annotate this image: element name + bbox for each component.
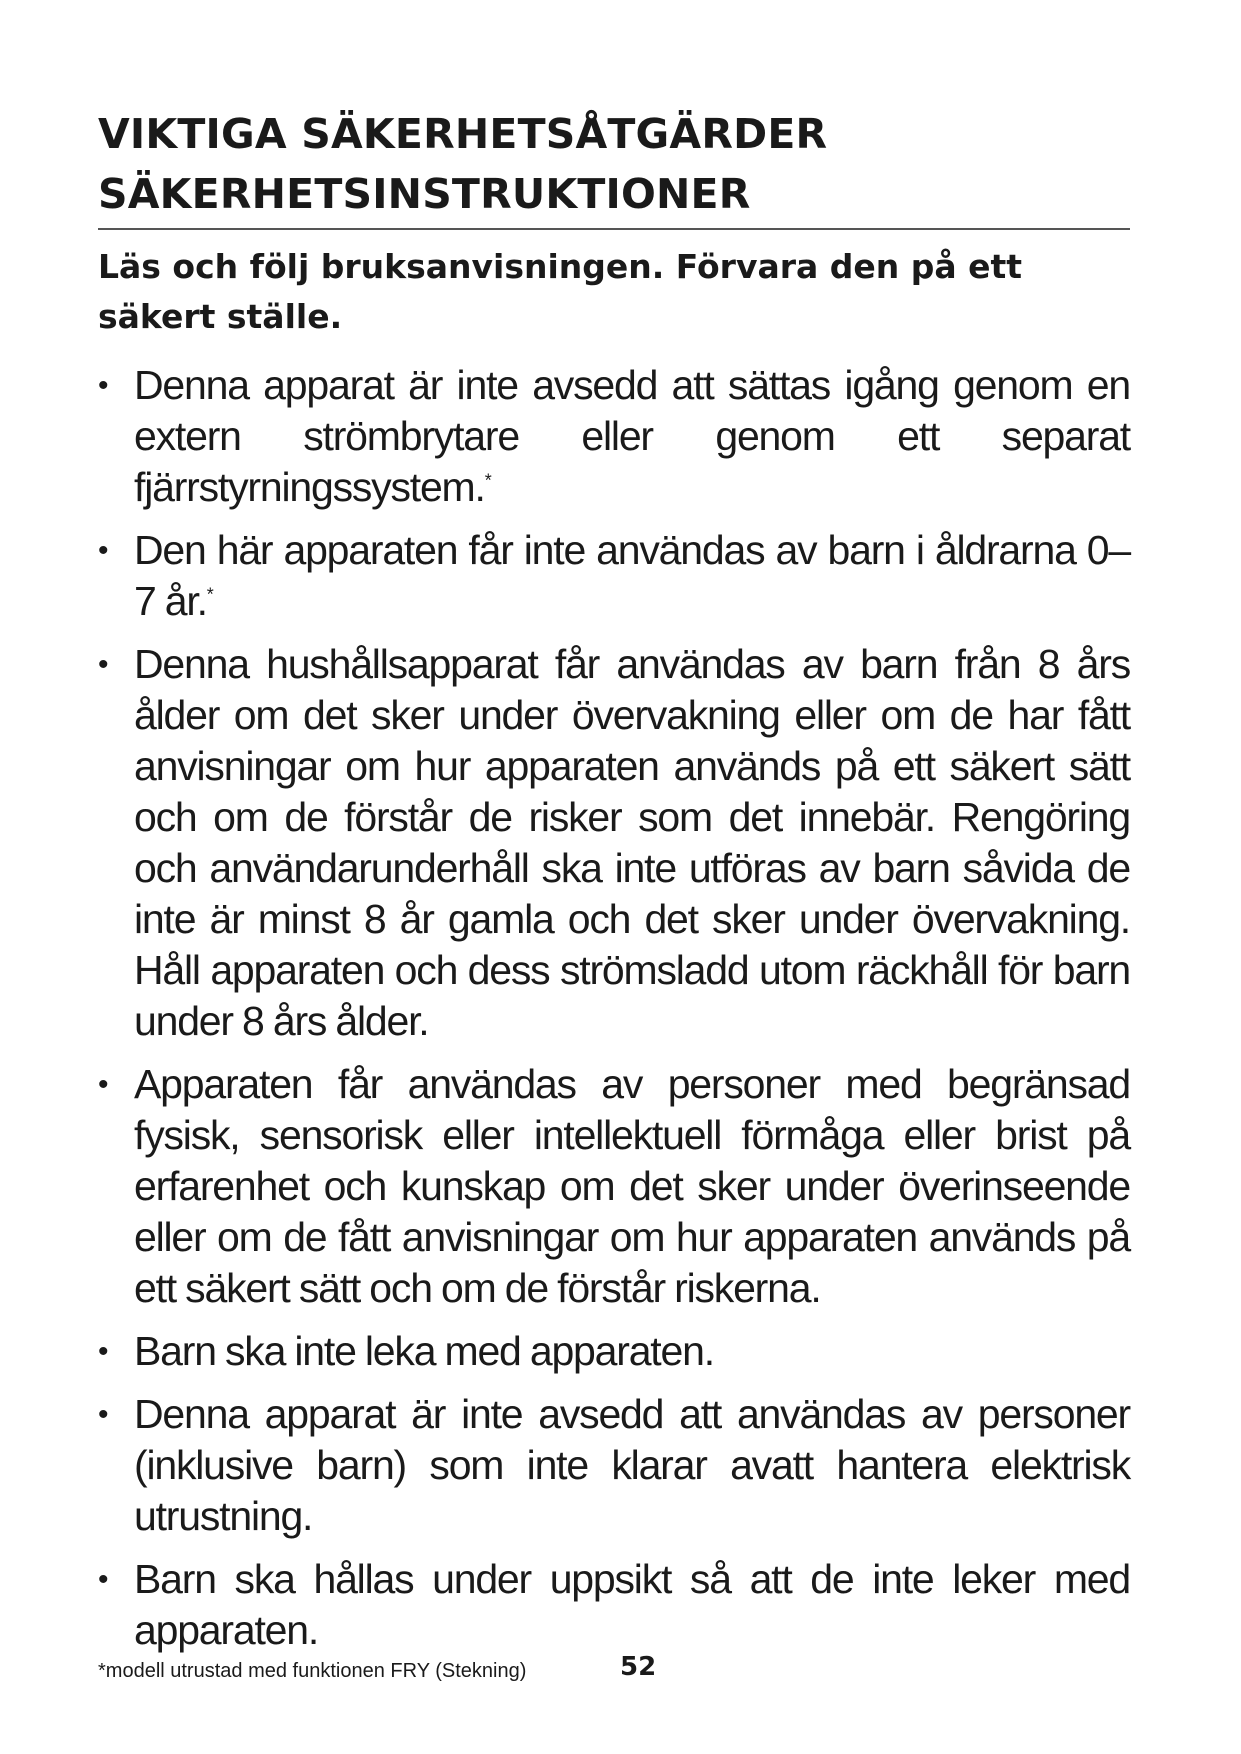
list-item xyxy=(98,1326,1130,1377)
page-number: 52 xyxy=(620,1652,657,1682)
bullet-icon: • xyxy=(98,534,108,567)
list-item xyxy=(98,1554,1130,1656)
title-line-2: SÄKERHETSINSTRUKTIONER xyxy=(98,170,751,218)
bullet-icon: • xyxy=(98,1563,108,1596)
bullet-icon: • xyxy=(98,369,108,402)
list-item-text: Denna apparat är inte avsedd att sättas igång genom en extern strömbrytare eller genom ett separat fjärrstyrningssystem. xyxy=(134,362,1130,510)
list-item xyxy=(98,639,1130,1047)
safety-instructions-list xyxy=(98,360,1130,1656)
bullet-icon: • xyxy=(98,648,108,681)
footnote: *modell utrustad med funktionen FRY (Stekning) xyxy=(98,1660,527,1682)
bullet-icon: • xyxy=(98,1398,108,1431)
footnote-marker: * xyxy=(484,470,491,491)
list-item xyxy=(98,525,1130,627)
list-item-text: Den här apparaten får inte användas av barn i åldrarna 0–7 år. xyxy=(134,527,1130,624)
list-item-text: Apparaten får användas av personer med begränsad fysisk, sensorisk eller intellektuell förmåga eller brist på erfarenhet och kunskap om det sker under överinseende eller om de fått anvisningar om hur apparaten används på ett säkert sätt och om de förstår riskerna. xyxy=(134,1061,1130,1311)
intro-text: Läs och följ bruksanvisningen. Förvara den på ett säkert ställe. xyxy=(98,247,1023,336)
list-item xyxy=(98,1059,1130,1314)
page-title xyxy=(98,104,1130,224)
list-item xyxy=(98,360,1130,513)
list-item-text: Denna hushållsapparat får användas av barn från 8 års ålder om det sker under övervakning eller om de har fått anvisningar om hur apparaten används på ett säkert sätt och om de förstår de risker som det innebär. Rengöring och användarunderhåll ska inte utföras av barn såvida de inte är minst 8 år gamla och det sker under övervakning. Håll apparaten och dess strömsladd utom räckhåll för barn under 8 års ålder. xyxy=(134,641,1130,1044)
list-item-text: Barn ska inte leka med apparaten. xyxy=(134,1328,714,1374)
bullet-icon: • xyxy=(98,1068,108,1101)
document-page xyxy=(98,104,1130,1668)
list-item-text: Denna apparat är inte avsedd att användas av personer (inklusive barn) som inte klarar avatt hantera elektrisk utrustning. xyxy=(134,1391,1130,1539)
title-line-1: VIKTIGA SÄKERHETSÅTGÄRDER xyxy=(98,110,828,158)
bullet-icon: • xyxy=(98,1335,108,1368)
list-item-text: Barn ska hållas under uppsikt så att de inte leker med apparaten. xyxy=(134,1556,1130,1653)
title-divider xyxy=(98,228,1130,230)
footnote-marker: * xyxy=(206,584,213,605)
list-item xyxy=(98,1389,1130,1542)
